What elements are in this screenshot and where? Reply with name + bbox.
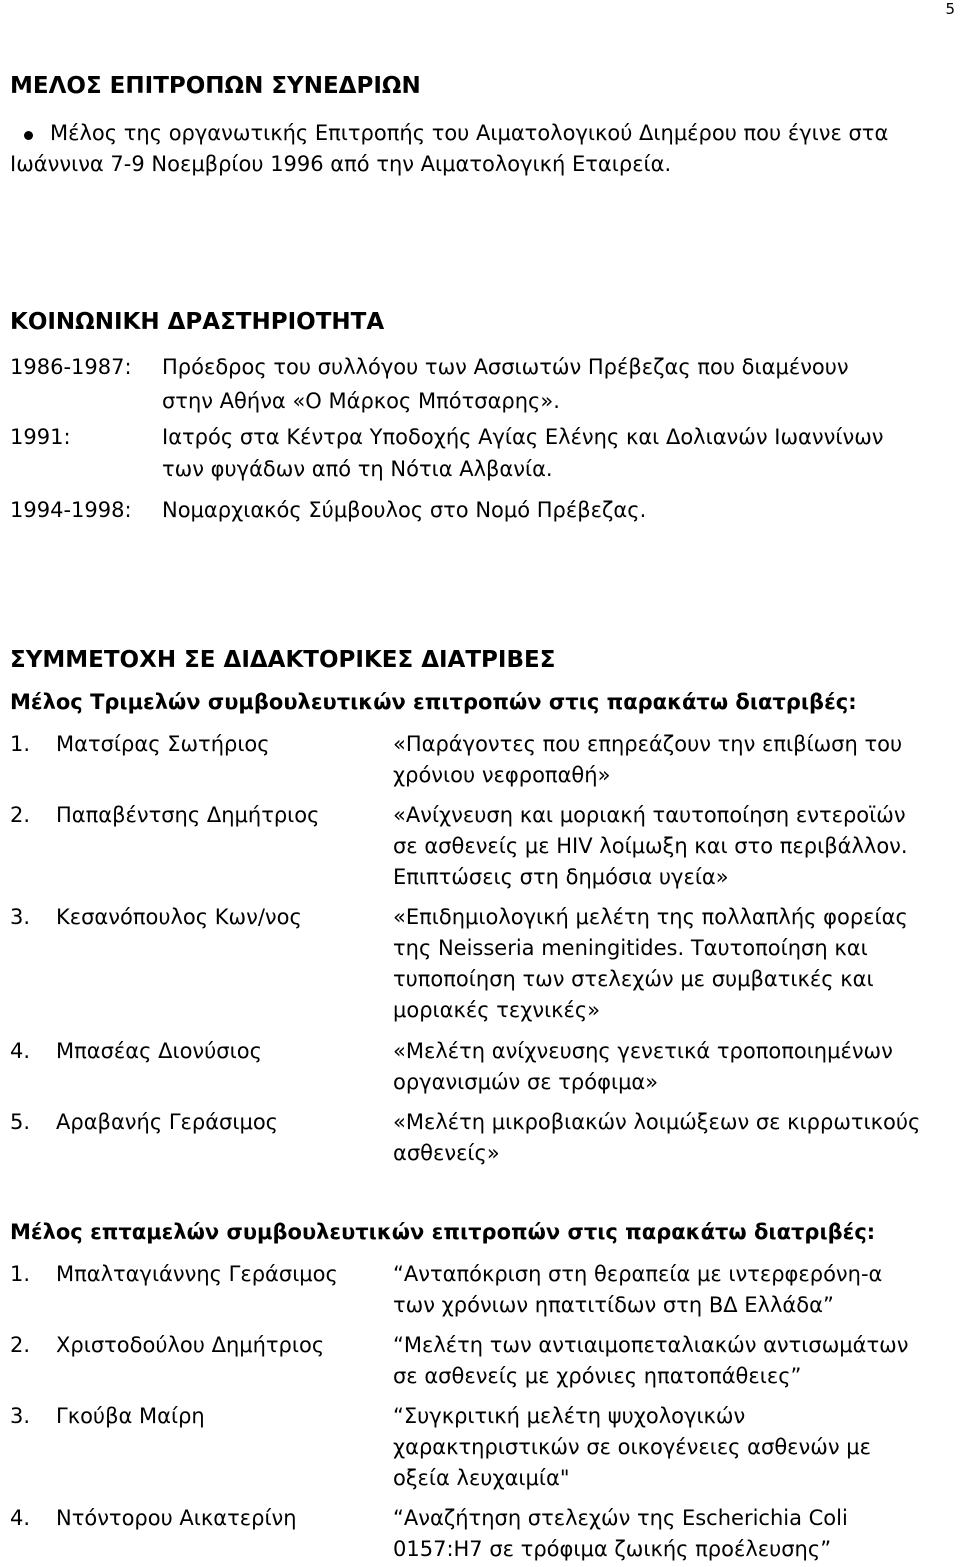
thesis-title-line: “Συγκριτική μελέτη ψυχολογικών <box>393 1404 746 1428</box>
thesis-number: 4. <box>10 1039 31 1063</box>
thesis-title-line: “Αναζήτηση στελεχών της Escherichia Coli <box>393 1506 848 1530</box>
thesis-title-line: «Παράγοντες που επηρεάζουν την επιβίωση του <box>393 732 903 756</box>
thesis-number: 3. <box>10 1404 31 1428</box>
thesis-number: 5. <box>10 1110 31 1134</box>
thesis-title-line: «Επιδημιολογική μελέτη της πολλαπλής φορείας <box>393 905 908 929</box>
thesis-candidate: Μπασέας Διονύσιος <box>56 1039 262 1063</box>
thesis-candidate: Ματσίρας Σωτήριος <box>56 732 270 756</box>
thesis-number: 4. <box>10 1506 31 1530</box>
page-number: 5 <box>945 0 955 18</box>
thesis-title-line: «Μελέτη ανίχνευσης γενετικά τροποποιημένων <box>393 1039 893 1063</box>
thesis-title-line: «Ανίχνευση και μοριακή ταυτοποίηση εντεροϊών <box>393 803 906 827</box>
thesis-title-line: σε ασθενείς με χρόνιες ηπατοπάθειες” <box>393 1364 802 1388</box>
thesis-candidate: Μπαλταγιάννης Γεράσιμος <box>56 1262 338 1286</box>
thesis-title-line: τυποποίηση των στελεχών με συμβατικές και <box>393 967 874 991</box>
thesis-title-line: σε ασθενείς με HIV λοίμωξη και στο περιβάλλον. <box>393 834 908 858</box>
thesis-candidate: Κεσανόπουλος Κων/νος <box>56 905 302 929</box>
social-entry-line: Ιατρός στα Κέντρα Υποδοχής Αγίας Ελένης και Δολιανών Ιωαννίνων <box>162 425 884 449</box>
thesis-number: 3. <box>10 905 31 929</box>
thesis-number: 1. <box>10 732 31 756</box>
thesis-title <box>393 729 953 791</box>
thesis-number: 2. <box>10 1333 31 1357</box>
bullet-icon <box>24 131 33 140</box>
thesis-title <box>393 1259 956 1321</box>
thesis-title <box>393 1503 956 1565</box>
thesis-title-line: χαρακτηριστικών σε οικογένειες ασθενών με <box>393 1435 871 1459</box>
thesis-title-line: χρόνιου νεφροπαθή» <box>393 763 611 787</box>
social-entry-line: των φυγάδων από τη Νότια Αλβανία. <box>162 457 553 481</box>
theses-heading: ΣΥΜΜΕΤΟΧΗ ΣΕ ΔΙΔΑΚΤΟΡΙΚΕΣ ΔΙΑΤΡΙΒΕΣ <box>10 647 556 673</box>
three-member-subheading: Μέλος Τριμελών συμβουλευτικών επιτροπών στις παρακάτω διατριβές: <box>10 690 857 714</box>
thesis-title <box>393 800 953 893</box>
thesis-title <box>393 1330 956 1392</box>
thesis-title <box>393 1401 956 1494</box>
thesis-candidate: Αραβανής Γεράσιμος <box>56 1110 278 1134</box>
thesis-title <box>393 902 953 1026</box>
seven-member-subheading: Μέλος επταμελών συμβουλευτικών επιτροπών στις παρακάτω διατριβές: <box>10 1220 876 1244</box>
thesis-title <box>393 1036 953 1098</box>
committee-line-2: Ιωάννινα 7-9 Νοεμβρίου 1996 από την Αιματολογική Εταιρεία. <box>10 152 672 176</box>
committee-bullet-item <box>10 118 956 149</box>
thesis-title-line: των χρόνιων ηπατιτίδων στη ΒΔ Ελλάδα” <box>393 1293 834 1317</box>
thesis-title-line: 0157:H7 σε τρόφιμα ζωικής προέλευσης” <box>393 1537 832 1561</box>
thesis-title-line: “Μελέτη των αντιαιμοπεταλιακών αντισωμάτων <box>393 1333 909 1357</box>
thesis-title-line: οξεία λευχαιμία" <box>393 1466 570 1490</box>
social-entry-line: Πρόεδρος του συλλόγου των Ασσιωτών Πρέβεζας που διαμένουν <box>162 355 849 379</box>
committee-line-1: Μέλος της οργανωτικής Επιτροπής του Αιματολογικού Διημέρου που έγινε στα <box>50 121 889 145</box>
thesis-candidate: Ντόντορου Αικατερίνη <box>56 1506 297 1530</box>
thesis-title-line: Επιπτώσεις στη δημόσια υγεία» <box>393 865 729 889</box>
thesis-candidate: Χριστοδούλου Δημήτριος <box>56 1333 325 1357</box>
thesis-title-line: μοριακές τεχνικές» <box>393 998 601 1022</box>
social-entry-date: 1986-1987: <box>10 355 132 379</box>
social-entry-line: στην Αθήνα «Ο Μάρκος Μπότσαρης». <box>162 389 560 413</box>
thesis-candidate: Παπαβέντσης Δημήτριος <box>56 803 320 827</box>
thesis-number: 2. <box>10 803 31 827</box>
thesis-title-line: “Ανταπόκριση στη θεραπεία με ιντερφερόνη-α <box>393 1262 883 1286</box>
social-entry-line: Νομαρχιακός Σύμβουλος στο Νομό Πρέβεζας. <box>162 498 647 522</box>
thesis-title <box>393 1107 953 1169</box>
committees-heading: ΜΕΛΟΣ ΕΠΙΤΡΟΠΩΝ ΣΥΝΕΔΡΙΩΝ <box>10 73 421 99</box>
thesis-title-line: ασθενείς» <box>393 1141 500 1165</box>
thesis-title-line: «Μελέτη μικροβιακών λοιμώξεων σε κιρρωτικούς <box>393 1110 921 1134</box>
thesis-candidate: Γκούβα Μαίρη <box>56 1404 205 1428</box>
social-entry-date: 1994-1998: <box>10 498 132 522</box>
social-entry-date: 1991: <box>10 425 71 449</box>
thesis-title-line: της Neisseria meningitides. Ταυτοποίηση και <box>393 936 868 960</box>
thesis-number: 1. <box>10 1262 31 1286</box>
social-heading: ΚΟΙΝΩΝΙΚΗ ΔΡΑΣΤΗΡΙΟΤΗΤΑ <box>10 309 385 335</box>
thesis-title-line: οργανισμών σε τρόφιμα» <box>393 1070 659 1094</box>
